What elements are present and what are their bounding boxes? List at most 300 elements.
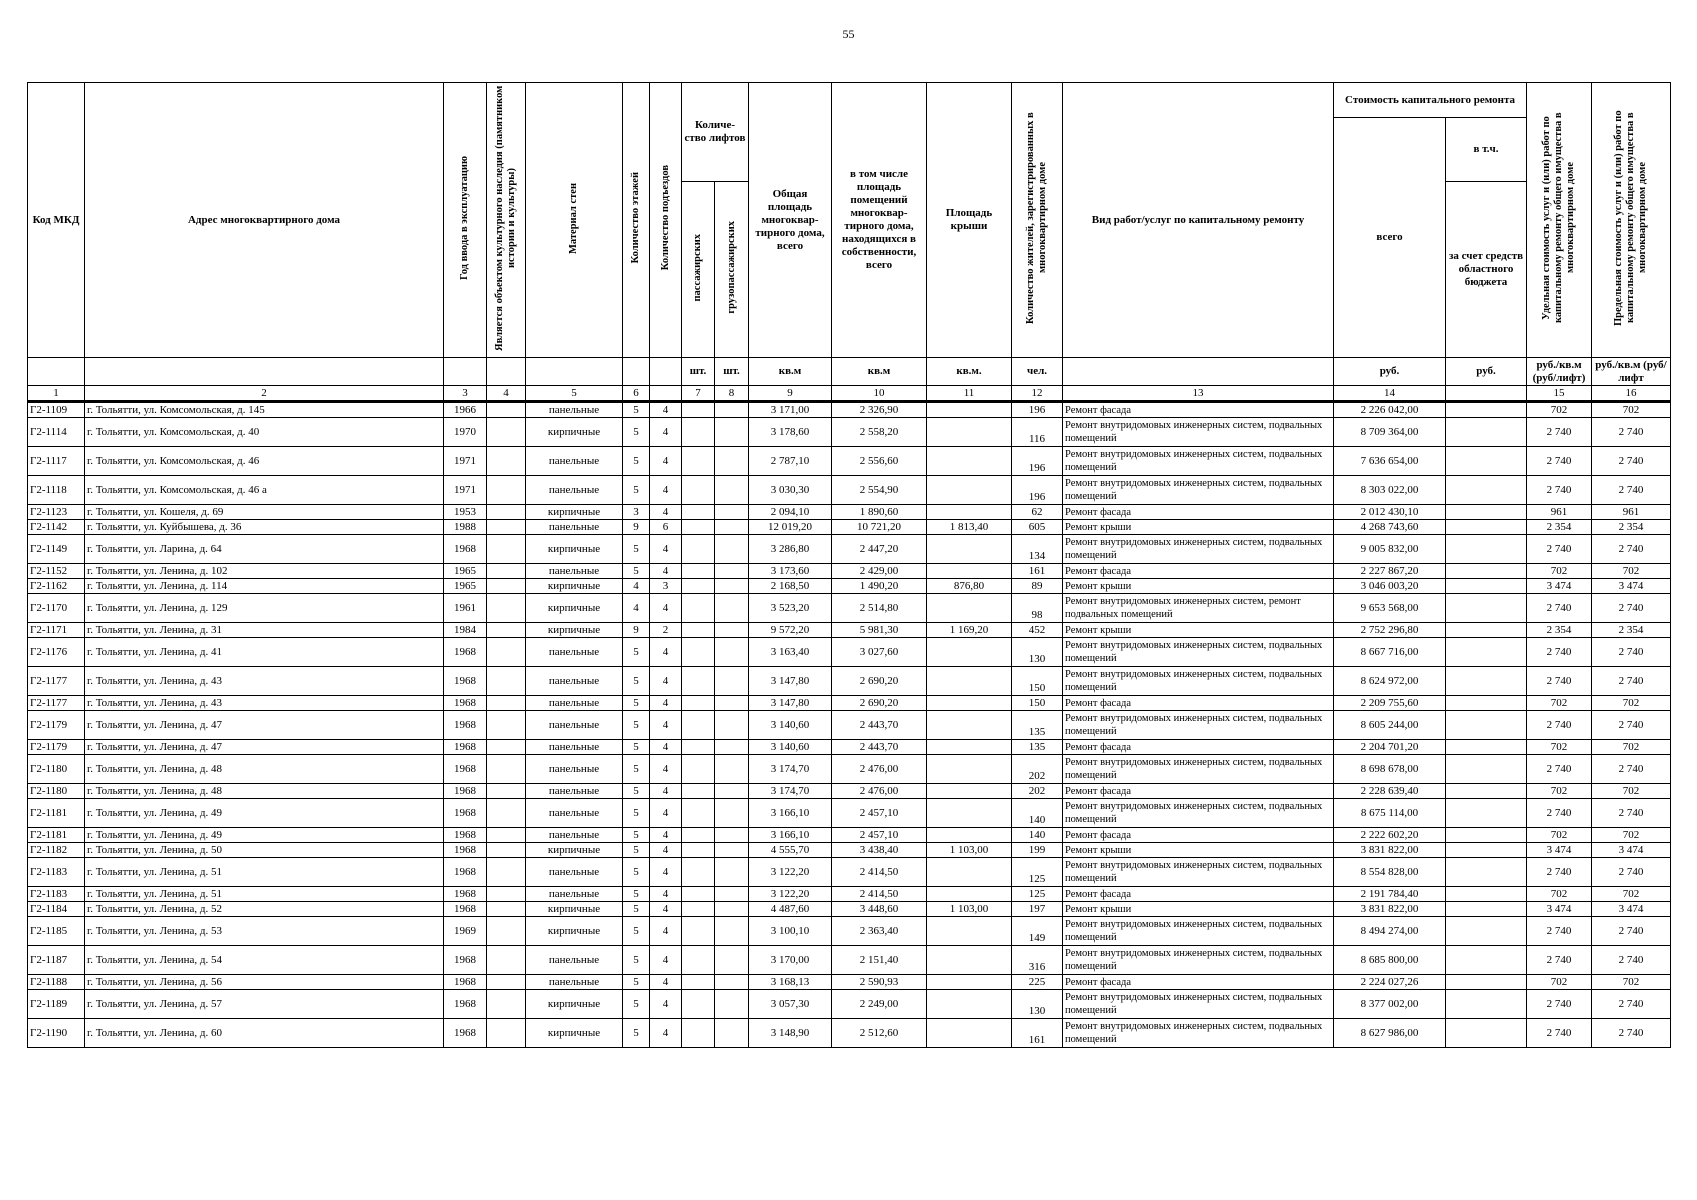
cell-area-owned: 2 476,00 (832, 755, 927, 784)
header-unit-cost: Удельная стоимость услуг и (или) работ по капитальному ремонту общего имущества в многоквартирном доме (1527, 83, 1592, 358)
cell-cost-total: 2 222 602,20 (1334, 828, 1446, 843)
table-row (28, 667, 1671, 696)
column-number: 13 (1063, 386, 1334, 402)
cell-roof-area (927, 799, 1012, 828)
cell-roof-area (927, 858, 1012, 887)
cell-lifts-passenger (682, 975, 715, 990)
table-row (28, 946, 1671, 975)
cell-material: кирпичные (526, 902, 623, 917)
cell-heritage (487, 990, 526, 1019)
cell-material: панельные (526, 975, 623, 990)
cell-heritage (487, 755, 526, 784)
cell-max-cost: 2 740 (1592, 858, 1671, 887)
cell-code: Г2-1177 (28, 696, 85, 711)
cell-code: Г2-1170 (28, 594, 85, 623)
cell-area-owned: 2 690,20 (832, 696, 927, 711)
cell-area-total: 3 140,60 (749, 711, 832, 740)
cell-cost-total: 3 046 003,20 (1334, 579, 1446, 594)
cell-cost-regional (1446, 520, 1527, 535)
cell-year: 1968 (444, 667, 487, 696)
cell-area-total: 2 094,10 (749, 505, 832, 520)
table-row (28, 902, 1671, 917)
cell-lifts-passenger (682, 520, 715, 535)
table-row (28, 564, 1671, 579)
cell-residents: 316 (1012, 946, 1063, 975)
cell-residents: 135 (1012, 711, 1063, 740)
cell-heritage (487, 447, 526, 476)
cell-entrances: 4 (650, 990, 682, 1019)
cell-roof-area (927, 917, 1012, 946)
cell-residents: 199 (1012, 843, 1063, 858)
cell-lifts-cargo (715, 1019, 749, 1048)
cell-work-type: Ремонт фасада (1063, 564, 1334, 579)
cell-address: г. Тольятти, ул. Ленина, д. 48 (85, 784, 444, 799)
cell-entrances: 4 (650, 740, 682, 755)
cell-residents: 161 (1012, 564, 1063, 579)
cell-lifts-cargo (715, 476, 749, 505)
cell-heritage (487, 505, 526, 520)
cell-address: г. Тольятти, ул. Ленина, д. 129 (85, 594, 444, 623)
cell-year: 1968 (444, 843, 487, 858)
cell-work-type: Ремонт внутридомовых инженерных систем, подвальных помещений (1063, 667, 1334, 696)
cell-heritage (487, 843, 526, 858)
cell-roof-area (927, 755, 1012, 784)
cell-year: 1968 (444, 638, 487, 667)
cell-entrances: 4 (650, 917, 682, 946)
cell-entrances: 4 (650, 828, 682, 843)
cell-cost-regional (1446, 447, 1527, 476)
cell-cost-regional (1446, 946, 1527, 975)
header-lifts-cargo: грузопассажирских (715, 182, 749, 358)
table-row (28, 696, 1671, 711)
cell-cost-regional (1446, 579, 1527, 594)
cell-roof-area: 876,80 (927, 579, 1012, 594)
cell-unit-cost: 702 (1527, 740, 1592, 755)
unit-pcs: шт. (715, 358, 749, 386)
cell-entrances: 2 (650, 623, 682, 638)
cell-code: Г2-1183 (28, 858, 85, 887)
cell-area-owned: 2 554,90 (832, 476, 927, 505)
cell-year: 1984 (444, 623, 487, 638)
cell-roof-area (927, 1019, 1012, 1048)
cell-cost-regional (1446, 975, 1527, 990)
cell-cost-total: 8 709 364,00 (1334, 418, 1446, 447)
header-cost-total: всего (1334, 118, 1446, 358)
cell-cost-regional (1446, 594, 1527, 623)
cell-material: панельные (526, 828, 623, 843)
cell-code: Г2-1114 (28, 418, 85, 447)
cell-material: панельные (526, 711, 623, 740)
cell-lifts-passenger (682, 828, 715, 843)
table-row (28, 418, 1671, 447)
cell-floors: 5 (623, 402, 650, 418)
cell-unit-cost: 702 (1527, 402, 1592, 418)
cell-unit-cost: 2 740 (1527, 447, 1592, 476)
cell-max-cost: 702 (1592, 696, 1671, 711)
cell-lifts-cargo (715, 755, 749, 784)
cell-area-owned: 2 514,80 (832, 594, 927, 623)
column-number: 15 (1527, 386, 1592, 402)
cell-cost-regional (1446, 418, 1527, 447)
cell-roof-area (927, 638, 1012, 667)
cell-cost-regional (1446, 799, 1527, 828)
cell-material: кирпичные (526, 579, 623, 594)
cell-code: Г2-1185 (28, 917, 85, 946)
cell-floors: 5 (623, 799, 650, 828)
cell-code: Г2-1179 (28, 711, 85, 740)
cell-code: Г2-1109 (28, 402, 85, 418)
cell-area-total: 12 019,20 (749, 520, 832, 535)
cell-floors: 3 (623, 505, 650, 520)
cell-entrances: 4 (650, 784, 682, 799)
cell-work-type: Ремонт крыши (1063, 843, 1334, 858)
cell-max-cost: 3 474 (1592, 843, 1671, 858)
cell-lifts-passenger (682, 917, 715, 946)
cell-address: г. Тольятти, ул. Кошеля, д. 69 (85, 505, 444, 520)
cell-cost-regional (1446, 843, 1527, 858)
cell-floors: 9 (623, 520, 650, 535)
cell-roof-area (927, 535, 1012, 564)
cell-floors: 5 (623, 917, 650, 946)
cell-floors: 5 (623, 638, 650, 667)
cell-entrances: 4 (650, 902, 682, 917)
cell-area-owned: 2 590,93 (832, 975, 927, 990)
cell-cost-regional (1446, 740, 1527, 755)
header-cost-regional: за счет средств областного бюджета (1446, 182, 1527, 358)
cell-unit-cost: 2 740 (1527, 990, 1592, 1019)
cell-cost-regional (1446, 990, 1527, 1019)
cell-cost-total: 4 268 743,60 (1334, 520, 1446, 535)
cell-code: Г2-1182 (28, 843, 85, 858)
cell-code: Г2-1190 (28, 1019, 85, 1048)
header-floors: Количество этажей (623, 83, 650, 358)
cell-cost-total: 8 667 716,00 (1334, 638, 1446, 667)
cell-cost-total: 8 675 114,00 (1334, 799, 1446, 828)
cell-max-cost: 702 (1592, 784, 1671, 799)
cell-roof-area (927, 447, 1012, 476)
table-row (28, 447, 1671, 476)
cell-lifts-cargo (715, 418, 749, 447)
cell-unit-cost: 3 474 (1527, 843, 1592, 858)
cell-floors: 5 (623, 667, 650, 696)
cell-cost-regional (1446, 858, 1527, 887)
cell-roof-area (927, 711, 1012, 740)
cell-code: Г2-1149 (28, 535, 85, 564)
cell-year: 1968 (444, 902, 487, 917)
cell-code: Г2-1179 (28, 740, 85, 755)
cell-cost-total: 9 653 568,00 (1334, 594, 1446, 623)
cell-material: панельные (526, 667, 623, 696)
cell-heritage (487, 799, 526, 828)
cell-lifts-passenger (682, 755, 715, 784)
cell-entrances: 4 (650, 594, 682, 623)
cell-max-cost: 3 474 (1592, 579, 1671, 594)
table-row (28, 990, 1671, 1019)
header-residents: Количество жителей, зарегистрированных в многоквартирном доме (1012, 83, 1063, 358)
cell-area-owned: 2 429,00 (832, 564, 927, 579)
cell-unit-cost: 2 740 (1527, 711, 1592, 740)
cell-cost-regional (1446, 755, 1527, 784)
cell-cost-regional (1446, 402, 1527, 418)
column-number: 7 (682, 386, 715, 402)
cell-entrances: 4 (650, 843, 682, 858)
cell-heritage (487, 902, 526, 917)
header-heritage: Является объектом культурного наследия (памятником истории и культуры) (487, 83, 526, 358)
cell-roof-area (927, 828, 1012, 843)
table-row (28, 579, 1671, 594)
cell-code: Г2-1142 (28, 520, 85, 535)
cell-lifts-passenger (682, 711, 715, 740)
column-number (1446, 386, 1527, 402)
cell-lifts-cargo (715, 917, 749, 946)
cell-heritage (487, 476, 526, 505)
cell-code: Г2-1188 (28, 975, 85, 990)
cell-work-type: Ремонт фасада (1063, 505, 1334, 520)
cell-lifts-cargo (715, 828, 749, 843)
cell-year: 1961 (444, 594, 487, 623)
cell-entrances: 4 (650, 535, 682, 564)
cell-roof-area: 1 103,00 (927, 843, 1012, 858)
table-body (28, 402, 1671, 1048)
cell-residents: 150 (1012, 667, 1063, 696)
cell-entrances: 4 (650, 418, 682, 447)
cell-floors: 4 (623, 594, 650, 623)
cell-lifts-passenger (682, 535, 715, 564)
cell-entrances: 4 (650, 476, 682, 505)
table-row (28, 520, 1671, 535)
cell-area-owned: 2 556,60 (832, 447, 927, 476)
cell-unit-cost: 2 740 (1527, 667, 1592, 696)
column-number: 6 (623, 386, 650, 402)
cell-entrances: 4 (650, 505, 682, 520)
cell-lifts-cargo (715, 711, 749, 740)
cell-residents: 89 (1012, 579, 1063, 594)
cell-entrances: 4 (650, 402, 682, 418)
cell-roof-area: 1 813,40 (927, 520, 1012, 535)
cell-lifts-passenger (682, 990, 715, 1019)
cell-unit-cost: 2 740 (1527, 594, 1592, 623)
cell-area-total: 3 147,80 (749, 667, 832, 696)
header-address: Адрес многоквартирного дома (85, 83, 444, 358)
cell-cost-regional (1446, 784, 1527, 799)
table-row (28, 828, 1671, 843)
cell-area-total: 2 787,10 (749, 447, 832, 476)
cell-lifts-passenger (682, 594, 715, 623)
cell-entrances: 4 (650, 711, 682, 740)
cell-year: 1968 (444, 946, 487, 975)
cell-heritage (487, 784, 526, 799)
cell-year: 1968 (444, 784, 487, 799)
cell-code: Г2-1184 (28, 902, 85, 917)
cell-cost-total: 8 627 986,00 (1334, 1019, 1446, 1048)
cell-lifts-passenger (682, 623, 715, 638)
cell-roof-area: 1 169,20 (927, 623, 1012, 638)
cell-roof-area (927, 975, 1012, 990)
cell-work-type: Ремонт фасада (1063, 975, 1334, 990)
column-number: 2 (85, 386, 444, 402)
cell-area-total: 3 030,30 (749, 476, 832, 505)
cell-heritage (487, 887, 526, 902)
header-lifts: Количе- ство лифтов (682, 83, 749, 182)
cell-work-type: Ремонт внутридомовых инженерных систем, ремонт подвальных помещений (1063, 594, 1334, 623)
cell-work-type: Ремонт внутридомовых инженерных систем, подвальных помещений (1063, 755, 1334, 784)
cell-lifts-passenger (682, 1019, 715, 1048)
cell-lifts-passenger (682, 667, 715, 696)
cell-address: г. Тольятти, ул. Ленина, д. 60 (85, 1019, 444, 1048)
cell-address: г. Тольятти, ул. Ленина, д. 57 (85, 990, 444, 1019)
cell-lifts-passenger (682, 887, 715, 902)
cell-cost-regional (1446, 917, 1527, 946)
cell-lifts-cargo (715, 402, 749, 418)
cell-heritage (487, 564, 526, 579)
cell-roof-area (927, 402, 1012, 418)
cell-cost-regional (1446, 887, 1527, 902)
cell-cost-total: 8 554 828,00 (1334, 858, 1446, 887)
cell-heritage (487, 975, 526, 990)
cell-roof-area (927, 946, 1012, 975)
cell-material: панельные (526, 858, 623, 887)
cell-lifts-cargo (715, 696, 749, 711)
cell-lifts-passenger (682, 946, 715, 975)
cell-lifts-cargo (715, 843, 749, 858)
cell-residents: 605 (1012, 520, 1063, 535)
column-number: 10 (832, 386, 927, 402)
cell-residents: 130 (1012, 638, 1063, 667)
cell-year: 1968 (444, 1019, 487, 1048)
cell-max-cost: 2 740 (1592, 535, 1671, 564)
cell-material: панельные (526, 564, 623, 579)
cell-max-cost: 2 740 (1592, 638, 1671, 667)
cell-heritage (487, 520, 526, 535)
cell-cost-total: 3 831 822,00 (1334, 843, 1446, 858)
table-row (28, 623, 1671, 638)
cell-year: 1968 (444, 535, 487, 564)
cell-lifts-passenger (682, 799, 715, 828)
cell-floors: 4 (623, 579, 650, 594)
cell-area-owned: 2 476,00 (832, 784, 927, 799)
cell-residents: 98 (1012, 594, 1063, 623)
cell-area-owned: 2 512,60 (832, 1019, 927, 1048)
cell-max-cost: 961 (1592, 505, 1671, 520)
cell-material: кирпичные (526, 505, 623, 520)
cell-residents: 140 (1012, 799, 1063, 828)
cell-residents: 161 (1012, 1019, 1063, 1048)
cell-lifts-passenger (682, 579, 715, 594)
table-row (28, 858, 1671, 887)
cell-roof-area: 1 103,00 (927, 902, 1012, 917)
cell-roof-area (927, 696, 1012, 711)
cell-max-cost: 2 740 (1592, 917, 1671, 946)
cell-lifts-passenger (682, 902, 715, 917)
cell-lifts-passenger (682, 418, 715, 447)
cell-heritage (487, 696, 526, 711)
cell-entrances: 4 (650, 638, 682, 667)
cell-entrances: 4 (650, 799, 682, 828)
cell-area-owned: 2 363,40 (832, 917, 927, 946)
cell-address: г. Тольятти, ул. Ленина, д. 47 (85, 711, 444, 740)
cell-address: г. Тольятти, ул. Ленина, д. 53 (85, 917, 444, 946)
cell-material: кирпичные (526, 594, 623, 623)
cell-cost-total: 8 698 678,00 (1334, 755, 1446, 784)
cell-year: 1966 (444, 402, 487, 418)
cell-year: 1968 (444, 858, 487, 887)
cell-area-owned: 2 414,50 (832, 858, 927, 887)
cell-area-total: 3 057,30 (749, 990, 832, 1019)
cell-residents: 140 (1012, 828, 1063, 843)
cell-floors: 5 (623, 564, 650, 579)
cell-floors: 5 (623, 843, 650, 858)
table-row (28, 799, 1671, 828)
cell-code: Г2-1117 (28, 447, 85, 476)
cell-heritage (487, 579, 526, 594)
cell-work-type: Ремонт внутридомовых инженерных систем, подвальных помещений (1063, 946, 1334, 975)
cell-cost-regional (1446, 476, 1527, 505)
cell-lifts-passenger (682, 784, 715, 799)
table-row (28, 784, 1671, 799)
cell-lifts-cargo (715, 887, 749, 902)
cell-unit-cost: 2 740 (1527, 917, 1592, 946)
cell-entrances: 4 (650, 1019, 682, 1048)
cell-floors: 5 (623, 975, 650, 990)
cell-address: г. Тольятти, ул. Ленина, д. 52 (85, 902, 444, 917)
cell-lifts-cargo (715, 535, 749, 564)
cell-floors: 5 (623, 535, 650, 564)
cell-year: 1971 (444, 447, 487, 476)
cell-heritage (487, 623, 526, 638)
cell-area-owned: 2 151,40 (832, 946, 927, 975)
cell-residents: 150 (1012, 696, 1063, 711)
cell-code: Г2-1176 (28, 638, 85, 667)
cell-year: 1965 (444, 579, 487, 594)
cell-floors: 5 (623, 755, 650, 784)
cell-material: кирпичные (526, 1019, 623, 1048)
cell-residents: 116 (1012, 418, 1063, 447)
header-area-owned: в том числе площадь помещений многоквар- тирного дома, находящихся в собственности, всего (832, 83, 927, 358)
cell-area-total: 3 168,13 (749, 975, 832, 990)
cell-year: 1953 (444, 505, 487, 520)
table-row (28, 887, 1671, 902)
cell-lifts-cargo (715, 784, 749, 799)
cell-cost-total: 2 224 027,26 (1334, 975, 1446, 990)
cell-entrances: 4 (650, 755, 682, 784)
table-row (28, 476, 1671, 505)
cell-year: 1968 (444, 711, 487, 740)
cell-max-cost: 702 (1592, 402, 1671, 418)
cell-roof-area (927, 990, 1012, 1019)
cell-lifts-passenger (682, 476, 715, 505)
cell-area-owned: 2 326,90 (832, 402, 927, 418)
header-cost-incl: в т.ч. (1446, 118, 1527, 182)
cell-cost-total: 9 005 832,00 (1334, 535, 1446, 564)
cell-work-type: Ремонт внутридомовых инженерных систем, подвальных помещений (1063, 476, 1334, 505)
cell-cost-regional (1446, 623, 1527, 638)
cell-work-type: Ремонт фасада (1063, 696, 1334, 711)
cell-address: г. Тольятти, ул. Ленина, д. 51 (85, 858, 444, 887)
cell-entrances: 4 (650, 858, 682, 887)
cell-residents: 125 (1012, 858, 1063, 887)
cell-area-total: 3 122,20 (749, 858, 832, 887)
table-row (28, 755, 1671, 784)
cell-residents: 196 (1012, 402, 1063, 418)
header-code: Код МКД (28, 83, 85, 358)
cell-material: кирпичные (526, 843, 623, 858)
cell-address: г. Тольятти, ул. Ленина, д. 51 (85, 887, 444, 902)
cell-cost-total: 2 752 296,80 (1334, 623, 1446, 638)
cell-area-total: 3 140,60 (749, 740, 832, 755)
unit-sqm: кв.м. (927, 358, 1012, 386)
cell-area-total: 4 555,70 (749, 843, 832, 858)
cell-max-cost: 2 740 (1592, 799, 1671, 828)
